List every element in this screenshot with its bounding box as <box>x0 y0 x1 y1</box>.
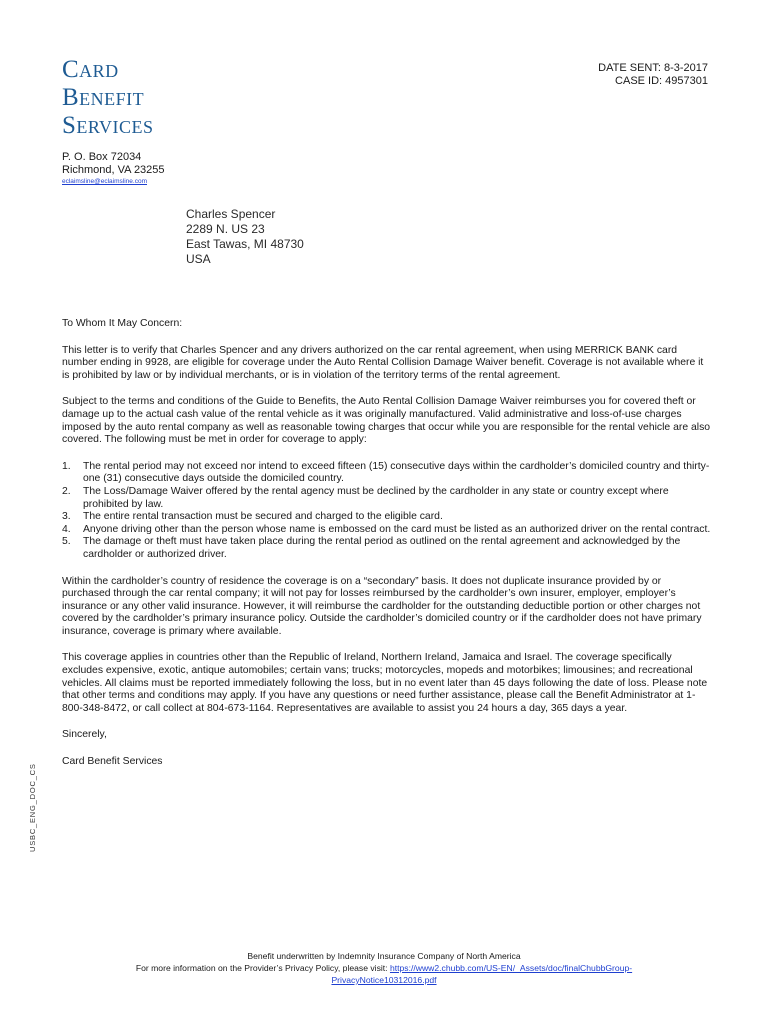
paragraph-secondary-coverage: Within the cardholder’s country of residence the coverage is on a “secondary” basis. It does not duplicate insurance provided by or purchased through the car rental company; it will not pay for losses reimbursed by the cardholder’s own insurer, employer, employer’s insurance or any other valid insurance. However, it will reimburse the cardholder for the outstanding deductible portion or other charges not covered by the cardholder’s primary insurance policy. Outside the cardholder’s domiciled country or if the cardholder does not have primary insurance, coverage is primary where available. <box>62 575 702 637</box>
sender-city: Richmond, VA 23255 <box>62 164 165 176</box>
recipient-address <box>186 207 304 267</box>
list-number: 4. <box>62 523 71 535</box>
recipient-country: USA <box>186 252 211 266</box>
privacy-policy-link[interactable]: https://www2.chubb.com/US-EN/_Assets/doc/finalChubbGroup- <box>389 963 633 973</box>
list-text: The rental period may not exceed nor intend to exceed fifteen (15) consecutive days within the cardholder’s domiciled country and thirty-one (31) consecutive days outside the domiciled country. <box>83 460 710 485</box>
logo-line-1: Card <box>62 56 119 83</box>
logo-line-2: Benefit <box>62 84 145 111</box>
letter-body <box>62 318 712 783</box>
list-item <box>62 486 712 511</box>
list-item <box>62 461 712 486</box>
recipient-city: East Tawas, MI 48730 <box>186 237 304 251</box>
paragraph-terms: Subject to the terms and conditions of the Guide to Benefits, the Auto Rental Collision Damage Waiver reimburses you for covered theft or damage up to the actual cash value of the rental vehicle as it was originally manufactured. Valid administrative and loss-of-use charges imposed by the auto rental company as well as reasonable towing charges that occur while you are responsible for the rental vehicle are also covered. The following must be met in order for coverage to apply: <box>62 396 711 446</box>
recipient-name: Charles Spencer <box>186 207 276 221</box>
footer-privacy-line <box>0 962 768 974</box>
list-number: 3. <box>62 511 71 523</box>
list-text: Anyone driving other than the person whose name is embossed on the card must be listed as an authorized driver on the rental contract. <box>83 523 711 535</box>
sender-address <box>62 151 165 186</box>
recipient-street: 2289 N. US 23 <box>186 222 265 236</box>
footer-privacy-text: For more information on the Provider’s Privacy Policy, please visit: <box>135 963 390 973</box>
signature: Card Benefit Services <box>62 756 163 768</box>
footer-underwriter: Benefit underwritten by Indemnity Insurance Company of North America <box>247 951 521 961</box>
company-logo <box>62 56 153 140</box>
list-number: 1. <box>62 460 71 472</box>
list-text: The entire rental transaction must be secured and charged to the eligible card. <box>83 511 443 523</box>
closing: Sincerely, <box>62 729 107 741</box>
list-text: The Loss/Damage Waiver offered by the rental agency must be declined by the cardholder in any state or country except where prohibited by law. <box>83 485 669 510</box>
document-code-label: USBC_ENG_DOC_CS <box>28 763 37 852</box>
list-item <box>62 536 712 561</box>
coverage-conditions-list <box>62 461 712 562</box>
sender-email-link[interactable]: eclaimsline@eclaimsline.com <box>62 178 147 185</box>
logo-line-3: Services <box>62 112 154 139</box>
paragraph-verification: This letter is to verify that Charles Spencer and any drivers authorized on the car rental agreement, when using MERRICK BANK card number ending in 9928, are eligible for coverage under the Auto Rental Collision Damage Waiver benefit. Coverage is not available where it is prohibited by law or by individual merchants, or is in violation of the territory terms of the rental agreement. <box>62 344 704 381</box>
paragraph-exclusions: This coverage applies in countries other than the Republic of Ireland, Northern Ireland, Jamaica and Israel. The coverage specifically excludes expensive, exotic, antique automobiles; certain vans; trucks; motorcycles, mopeds and motorbikes; limousines; and recreational vehicles. All claims must be reported immediately following the loss, but in no event later than 45 days following the date of loss. Please note that other terms and conditions may apply. If you have any questions or need further assistance, please call the Benefit Administrator at 1-800-348-8472, or call collect at 804-673-1164. Representatives are available to assist you 24 hours a day, 365 days a year. <box>62 652 708 714</box>
case-id: CASE ID: 4957301 <box>615 75 708 87</box>
list-number: 5. <box>62 536 71 548</box>
list-text: The damage or theft must have taken place during the rental period as outlined on the rental agreement and acknowledged by the cardholder or authorized driver. <box>83 536 681 560</box>
list-item <box>62 511 712 524</box>
list-number: 2. <box>62 485 71 497</box>
list-item <box>62 524 712 537</box>
sender-pobox: P. O. Box 72034 <box>62 151 142 163</box>
date-sent: DATE SENT: 8-3-2017 <box>598 62 708 74</box>
salutation: To Whom It May Concern: <box>62 318 183 329</box>
footer <box>0 950 768 986</box>
footer-privacy-line-2 <box>0 974 768 986</box>
letter-meta <box>598 62 708 88</box>
privacy-policy-link-continued[interactable]: PrivacyNotice10312016.pdf <box>331 975 437 985</box>
